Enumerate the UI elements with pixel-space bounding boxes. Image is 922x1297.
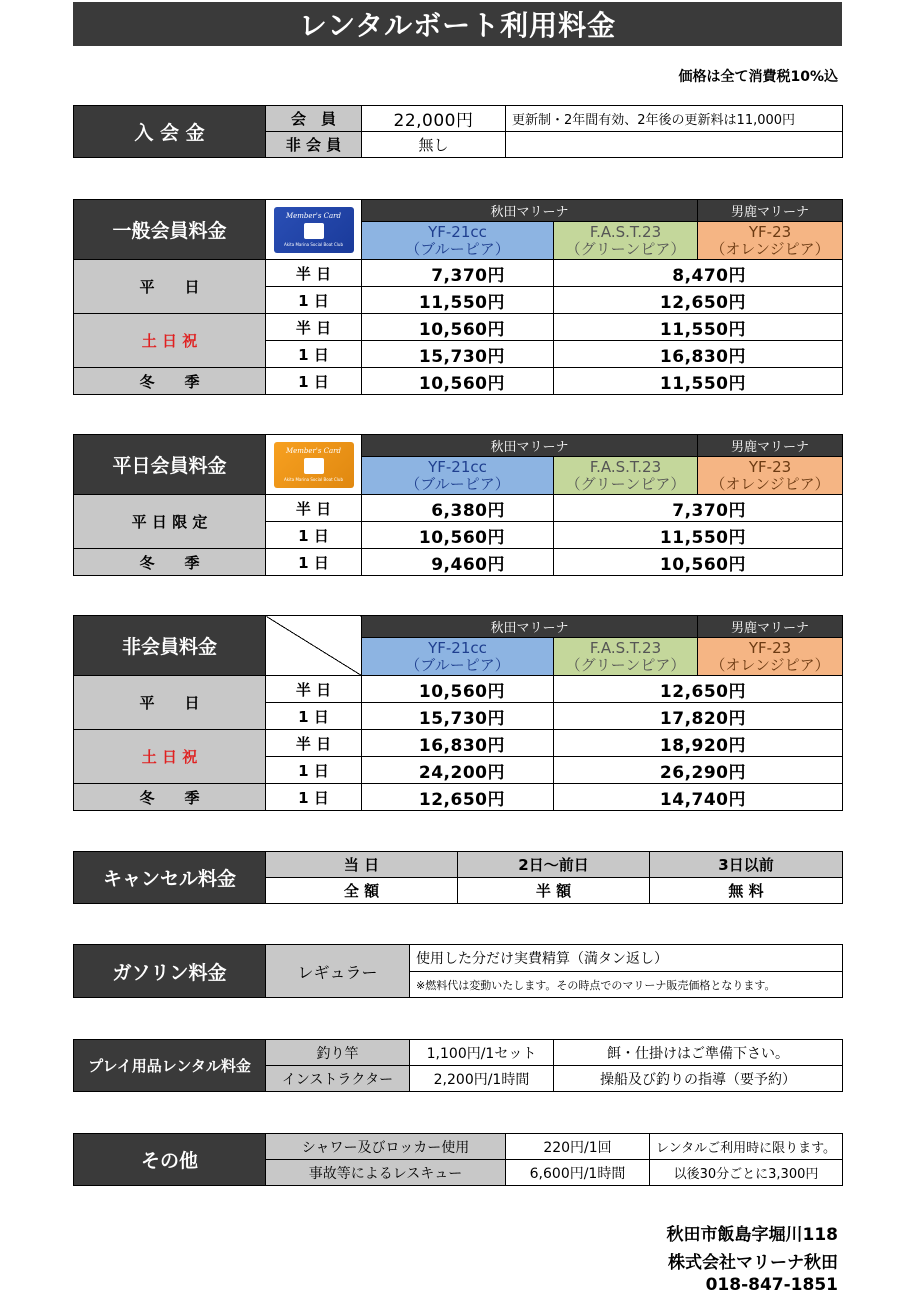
membership-note [506,132,843,158]
duration: 半 日 [266,495,362,522]
other-price: 220円/1回 [506,1134,650,1160]
price-b: 11,550円 [554,368,843,395]
duration: 1 日 [266,368,362,395]
duration: 1 日 [266,757,362,784]
marina-oga-header: 男鹿マリーナ [698,200,843,222]
other-fee-table [73,1133,843,1186]
cancel-header: 3日以前 [650,852,843,878]
price-a: 16,830円 [362,730,554,757]
other-price: 6,600円/1時間 [506,1160,650,1186]
price-a: 9,460円 [362,549,554,576]
duration: 半 日 [266,314,362,341]
other-note: 以後30分ごとに3,300円 [650,1160,843,1186]
boat-fast23: F.A.S.T.23 （グリーンピア） [554,638,698,676]
cancel-value: 無 料 [650,878,843,904]
other-label: その他 [74,1134,266,1186]
play-item: 釣り竿 [266,1040,410,1066]
gasoline-note: 使用した分だけ実費精算（満タン返し） [410,945,843,972]
duration: 半 日 [266,676,362,703]
play-label: プレイ用品レンタル料金 [74,1040,266,1092]
membership-note: 更新制・2年間有効、2年後の更新料は11,000円 [506,106,843,132]
duration: 半 日 [266,730,362,757]
price-a: 10,560円 [362,676,554,703]
price-b: 12,650円 [554,287,843,314]
group-label: 平 日 限 定 [74,495,266,549]
company-name: 株式会社マリーナ秋田 [668,1253,838,1273]
cancel-value: 全 額 [266,878,458,904]
boat-fast23: F.A.S.T.23 （グリーンピア） [554,457,698,495]
price-a: 7,370円 [362,260,554,287]
card-title: Member's Card [285,212,341,220]
boat-yf23: YF-23 （オレンジピア） [698,638,843,676]
group-label-holiday: 土 日 祝 [74,730,266,784]
price-a: 10,560円 [362,522,554,549]
price-b: 18,920円 [554,730,843,757]
page-title: レンタルボート利用料金 [73,2,842,46]
group-label: 冬 季 [74,549,266,576]
membership-price: 22,000円 [362,106,506,132]
nonmember-rate-table [73,615,843,811]
boat-yf21cc: YF-21cc （ブルーピア） [362,457,554,495]
weekday-label: 平日会員料金 [74,435,266,495]
price-b: 26,290円 [554,757,843,784]
marina-oga-header: 男鹿マリーナ [698,616,843,638]
price-a: 24,200円 [362,757,554,784]
weekday-rate-table [73,434,843,576]
cancel-header: 当 日 [266,852,458,878]
marina-akita-header: 秋田マリーナ [362,200,698,222]
nonmember-label: 非会員料金 [74,616,266,676]
cancel-value: 半 額 [458,878,650,904]
price-a: 11,550円 [362,287,554,314]
card-logo-icon [304,223,324,239]
card-logo-icon [304,458,324,474]
gasoline-label: ガソリン料金 [74,945,266,998]
marina-akita-header: 秋田マリーナ [362,616,698,638]
card-sub: Akita Marina Social Boat Club [284,477,343,482]
price-a: 12,650円 [362,784,554,811]
price-a: 6,380円 [362,495,554,522]
price-b: 17,820円 [554,703,843,730]
boat-fast23: F.A.S.T.23 （グリーンピア） [554,222,698,260]
price-a: 15,730円 [362,341,554,368]
other-item: 事故等によるレスキュー [266,1160,506,1186]
cancel-label: キャンセル料金 [74,852,266,904]
membership-label: 入 会 金 [74,106,266,158]
play-note: 餌・仕掛けはご準備下さい。 [554,1040,843,1066]
membership-type: 非 会 員 [266,132,362,158]
marina-akita-header: 秋田マリーナ [362,435,698,457]
price-a: 15,730円 [362,703,554,730]
general-rate-table [73,199,843,395]
play-note: 操船及び釣りの指導（要予約） [554,1066,843,1092]
cancel-table [73,851,843,904]
gasoline-type: レギュラー [266,945,410,998]
diagonal-cell [266,616,362,676]
member-card-image [266,200,362,260]
group-label: 平 日 [74,676,266,730]
card-title: Member's Card [285,447,341,455]
group-label: 冬 季 [74,784,266,811]
boat-yf23: YF-23 （オレンジピア） [698,457,843,495]
duration: 1 日 [266,522,362,549]
boat-yf23: YF-23 （オレンジピア） [698,222,843,260]
price-b: 7,370円 [554,495,843,522]
member-card-orange [274,442,354,488]
membership-price: 無し [362,132,506,158]
general-label: 一般会員料金 [74,200,266,260]
price-b: 11,550円 [554,522,843,549]
address-line: 秋田市飯島字堀川118 [666,1225,838,1245]
duration: 1 日 [266,287,362,314]
group-label-holiday: 土 日 祝 [74,314,266,368]
group-label: 平 日 [74,260,266,314]
cancel-header: 2日～前日 [458,852,650,878]
play-rental-table [73,1039,843,1092]
price-b: 12,650円 [554,676,843,703]
membership-type: 会 員 [266,106,362,132]
duration: 1 日 [266,703,362,730]
play-price: 2,200円/1時間 [410,1066,554,1092]
duration: 1 日 [266,549,362,576]
boat-yf21cc: YF-21cc （ブルーピア） [362,222,554,260]
membership-table [73,105,843,158]
other-note: レンタルご利用時に限ります。 [650,1134,843,1160]
price-a: 10,560円 [362,368,554,395]
play-price: 1,100円/1セット [410,1040,554,1066]
member-card-image [266,435,362,495]
tax-note: 価格は全て消費税10%込 [678,69,838,85]
price-b: 11,550円 [554,314,843,341]
price-b: 8,470円 [554,260,843,287]
member-card-blue [274,207,354,253]
marina-oga-header: 男鹿マリーナ [698,435,843,457]
group-label: 冬 季 [74,368,266,395]
price-b: 10,560円 [554,549,843,576]
duration: 半 日 [266,260,362,287]
boat-yf21cc: YF-21cc （ブルーピア） [362,638,554,676]
other-item: シャワー及びロッカー使用 [266,1134,506,1160]
phone-number: 018-847-1851 [705,1275,838,1295]
duration: 1 日 [266,341,362,368]
price-b: 16,830円 [554,341,843,368]
price-b: 14,740円 [554,784,843,811]
gasoline-note-small: ※燃料代は変動いたします。その時点でのマリーナ販売価格となります。 [410,972,843,998]
gasoline-table [73,944,843,998]
card-sub: Akita Marina Social Boat Club [284,242,343,247]
duration: 1 日 [266,784,362,811]
price-a: 10,560円 [362,314,554,341]
play-item: インストラクター [266,1066,410,1092]
